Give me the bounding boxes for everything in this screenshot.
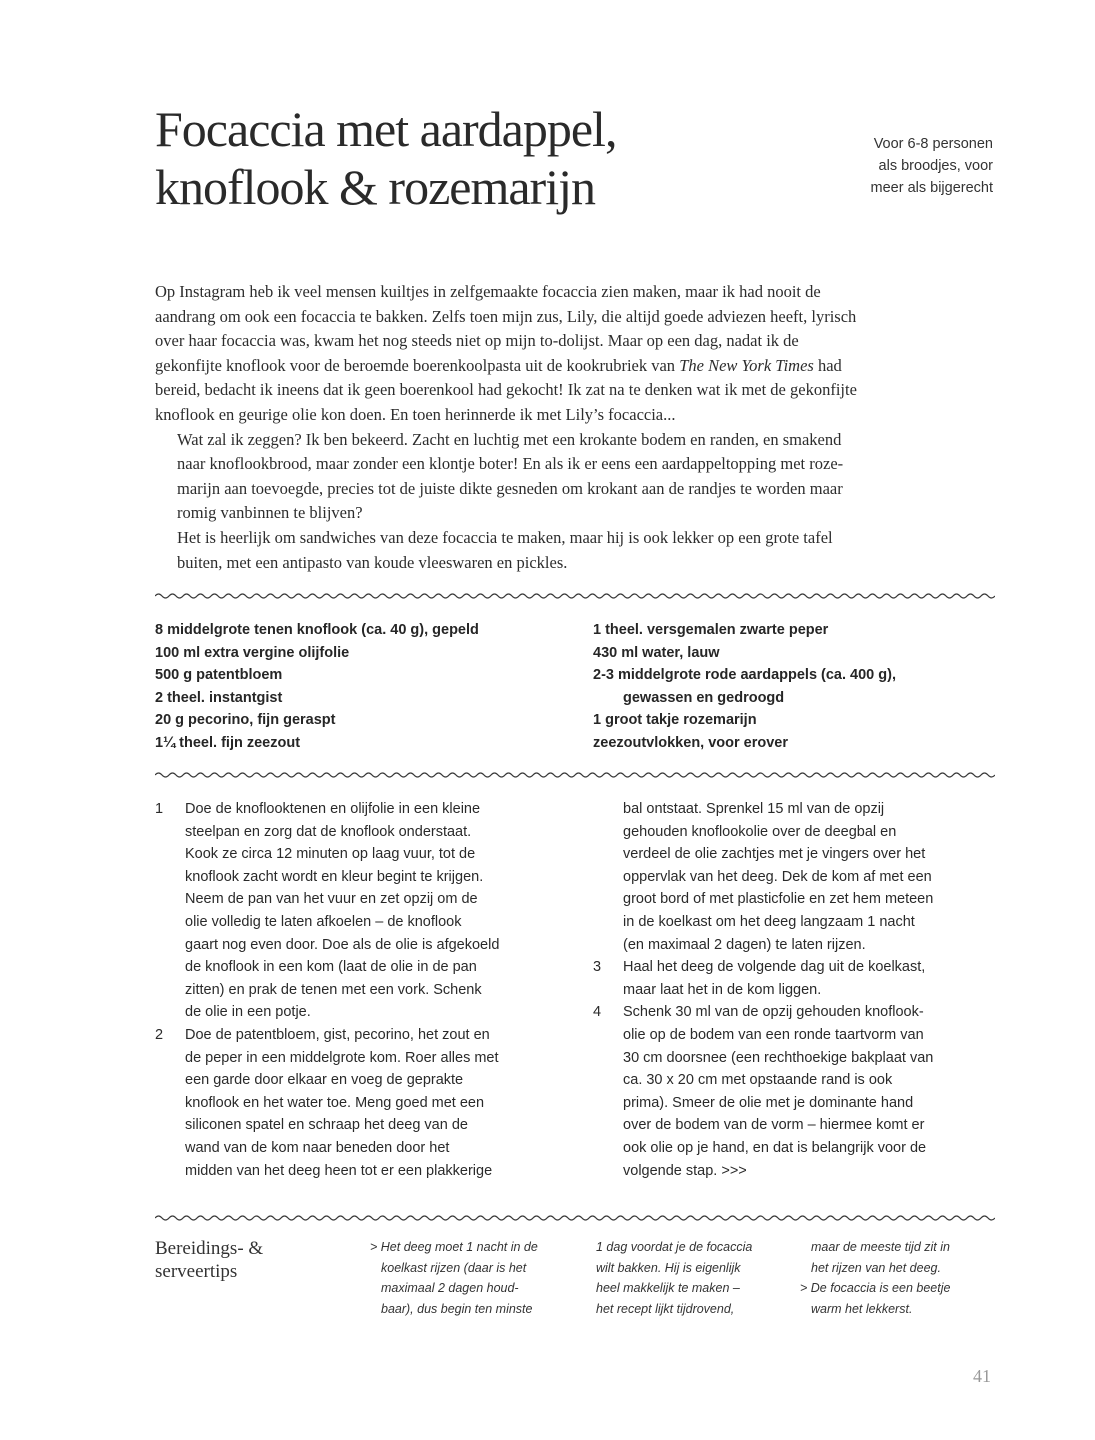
step-number: 1: [155, 801, 164, 817]
step-line: Doe de knoflooktenen en olijfolie in een kleine: [185, 801, 481, 817]
intro-text-segment: gekonfijte knoflook voor de beroemde boerenkoolpasta uit de kookrubriek van: [155, 355, 676, 375]
wavy-divider: [155, 590, 995, 602]
intro-line: aandrang om ook een focaccia te bakken. Zelfs toen mijn zus, Lily, die altijd goede adviezen heeft, lyrisch: [155, 306, 857, 326]
step-4: [593, 1001, 993, 1182]
step-line: de knoflook in een kom (laat de olie in de pan: [185, 959, 477, 976]
intro-line: [155, 354, 975, 379]
tips-heading-line: Bereidings- &: [155, 1238, 264, 1259]
step-line: ca. 30 x 20 cm met opstaande rand is ook: [623, 1072, 893, 1089]
step-line: Doe de patentbloem, gist, pecorino, het zout en: [185, 1026, 490, 1043]
step-line: (en maximaal 2 dagen) te laten rijzen.: [623, 936, 866, 953]
tips-heading-line: serveertips: [155, 1261, 238, 1282]
wavy-divider-line: [155, 1216, 995, 1220]
step-line: Haal het deeg de volgende dag uit de koelkast,: [623, 959, 926, 976]
intro-paragraph: [155, 428, 975, 526]
ingredient-item: 500 g patentbloem: [155, 667, 283, 684]
step-2: [155, 1024, 555, 1182]
recipe-title-line: Focaccia met aardappel,: [155, 101, 617, 157]
tip-line: warm het lekkerst.: [811, 1301, 913, 1316]
step-line: zitten) en prak de tenen met een vork. Schenk: [185, 981, 482, 998]
intro-line: buiten, met een antipasto van koude vleeswaren en pickles.: [177, 552, 568, 572]
intro-line: romig vanbinnen te blijven?: [177, 503, 363, 523]
step-number: 4: [593, 1004, 602, 1021]
step-line: knoflook en het water toe. Meng goed met een: [185, 1094, 485, 1111]
step-line: volgende stap. >>>: [623, 1162, 747, 1179]
ingredient-item-continuation: gewassen en gedroogd: [623, 689, 785, 706]
ingredients-column-left: [155, 619, 575, 755]
ingredient-item: 100 ml extra vergine olijfolie: [155, 644, 350, 661]
ingredient-item: 1 theel. versgemalen zwarte peper: [593, 622, 829, 638]
tip-line: > Het deeg moet 1 nacht in de: [370, 1240, 538, 1254]
steps-column-left: [155, 798, 555, 1182]
ingredient-item: 20 g pecorino, fijn geraspt: [155, 712, 336, 729]
ingredient-item: 1 groot takje rozemarijn: [593, 712, 757, 729]
tips-column-3: [800, 1237, 950, 1319]
step-line: prima). Smeer de olie met je dominante hand: [623, 1094, 914, 1111]
step-number: 2: [155, 1026, 164, 1043]
ingredient-item: 430 ml water, lauw: [593, 644, 720, 661]
intro-line: Op Instagram heb ik veel mensen kuiltjes in zelfgemaakte focaccia zien maken, maar ik had nooit de: [155, 282, 821, 301]
intro-text-segment: had: [817, 355, 842, 375]
tips-column-2: [596, 1237, 752, 1319]
step-line: Schenk 30 ml van de opzij gehouden knoflook-: [623, 1004, 924, 1021]
step-line: over de bodem van de vorm – hiermee komt er: [623, 1117, 925, 1134]
wavy-divider: [155, 1212, 995, 1224]
intro-line: naar knoflookbrood, maar zonder een klontje boter! En als ik er eens een aardappeltopping met roze-: [177, 454, 844, 474]
step-line: groot bord of met plasticfolie en zet hem meteen: [623, 891, 934, 908]
tip-line: 1 dag voordat je de focaccia: [596, 1240, 753, 1254]
step-line: Kook ze circa 12 minuten op laag vuur, tot de: [185, 846, 476, 863]
step-line: olie op de bodem van een ronde taartvorm van: [623, 1026, 924, 1043]
step-line: verdeel de olie zachtjes met je vingers over het: [623, 846, 926, 863]
intro-paragraph: [155, 280, 975, 428]
tip-line: > De focaccia is een beetje: [800, 1281, 951, 1295]
wavy-divider-line: [155, 594, 995, 598]
intro-line: over haar focaccia was, kwam het nog steeds niet op mijn to-dolijst. Maar op een dag, nadat ik de: [155, 331, 799, 351]
intro-line: marijn aan toevoegde, precies tot de juiste dikte gesneden om krokant aan de randjes te worden maar: [177, 478, 843, 498]
step-3: [593, 956, 993, 1001]
tip-line: het recept lijkt tijdrovend,: [596, 1301, 735, 1316]
ingredient-item: 2-3 middelgrote rode aardappels (ca. 400 g),: [593, 667, 896, 684]
step-line: olie volledig te laten afkoelen – de knoflook: [185, 913, 462, 930]
step-2-continued: [593, 798, 993, 956]
step-line: 30 cm doorsnee (een rechthoekige bakplaat van: [623, 1049, 934, 1066]
step-line: steelpan en zorg dat de knoflook onderstaat.: [185, 823, 472, 840]
step-line: bal ontstaat. Sprenkel 15 ml van de opzij: [623, 801, 885, 817]
step-line: Neem de pan van het vuur en zet opzij om de: [185, 891, 478, 908]
tips-column-1: [370, 1237, 538, 1319]
step-line: gaart nog even door. Doe als de olie is afgekoeld: [185, 936, 500, 953]
steps-column-right: [593, 798, 993, 1182]
ingredient-item: 2 theel. instantgist: [155, 689, 283, 706]
step-line: in de koelkast om het deeg langzaam 1 nacht: [623, 913, 915, 930]
intro-line: knoflook en geurige olie kon doen. En toen herinnerde ik met Lily’s focaccia...: [155, 404, 676, 424]
step-line: ook olie op je hand, en dat is belangrijk voor de: [623, 1139, 927, 1156]
servings-line: Voor 6-8 personen: [873, 136, 993, 152]
tip-line: maar de meeste tijd zit in: [811, 1240, 950, 1254]
tip-line: wilt bakken. Hij is eigenlijk: [596, 1260, 741, 1275]
page-number: 41: [973, 1366, 991, 1386]
step-number: 3: [593, 959, 602, 976]
intro-line: Het is heerlijk om sandwiches van deze focaccia te maken, maar hij is ook lekker op een grote tafel: [177, 527, 833, 547]
tip-line: het rijzen van het deeg.: [811, 1260, 941, 1275]
step-1: [155, 798, 555, 1024]
step-line: gehouden knoflookolie over de deegbal en: [623, 823, 897, 840]
step-line: knoflook zacht wordt en kleur begint te krijgen.: [185, 868, 484, 885]
recipe-title-line: knoflook & rozemarijn: [155, 159, 595, 215]
step-line: midden van het deeg heen tot er een plakkerige: [185, 1162, 493, 1179]
intro-line: Wat zal ik zeggen? Ik ben bekeerd. Zacht en luchtig met een krokante bodem en randen, en smakend: [177, 429, 842, 449]
newspaper-name: The New York Times: [679, 355, 814, 375]
wavy-divider: [155, 769, 995, 781]
step-line: een garde door elkaar en voeg de geprakte: [185, 1072, 464, 1089]
servings-line: als broodjes, voor: [878, 158, 993, 174]
step-line: de olie in een potje.: [185, 1004, 311, 1021]
intro-paragraph: [155, 526, 975, 575]
tip-line: koelkast rijzen (daar is het: [381, 1260, 527, 1275]
intro-line: bereid, bedacht ik ineens dat ik geen boerenkool had gekocht! Ik zat na te denken wat ik met de gekonfijte: [155, 380, 857, 400]
ingredients-column-right: [593, 619, 1013, 755]
step-line: wand van de kom naar beneden door het: [185, 1139, 450, 1156]
step-line: oppervlak van het deeg. Dek de kom af met een: [623, 868, 932, 885]
ingredient-item: 8 middelgrote tenen knoflook (ca. 40 g), gepeld: [155, 622, 479, 638]
wavy-divider-line: [155, 773, 995, 777]
ingredient-item: 1¼ theel. fijn zeezout: [155, 734, 301, 751]
tip-line: maximaal 2 dagen houd-: [381, 1281, 519, 1295]
step-line: siliconen spatel en schraap het deeg van de: [185, 1117, 468, 1134]
ingredient-item: zeezoutvlokken, voor erover: [593, 734, 789, 751]
step-line: maar laat het in de kom liggen.: [623, 981, 822, 998]
recipe-title: [155, 100, 775, 216]
tips-heading: [155, 1237, 355, 1283]
step-line: de peper in een middelgrote kom. Roer alles met: [185, 1049, 499, 1066]
servings-line: meer als bijgerecht: [870, 180, 993, 196]
tip-line: baar), dus begin ten minste: [381, 1301, 533, 1316]
tip-line: heel makkelijk te maken –: [596, 1281, 740, 1295]
intro-text: [155, 280, 975, 575]
servings-note: [773, 133, 993, 199]
